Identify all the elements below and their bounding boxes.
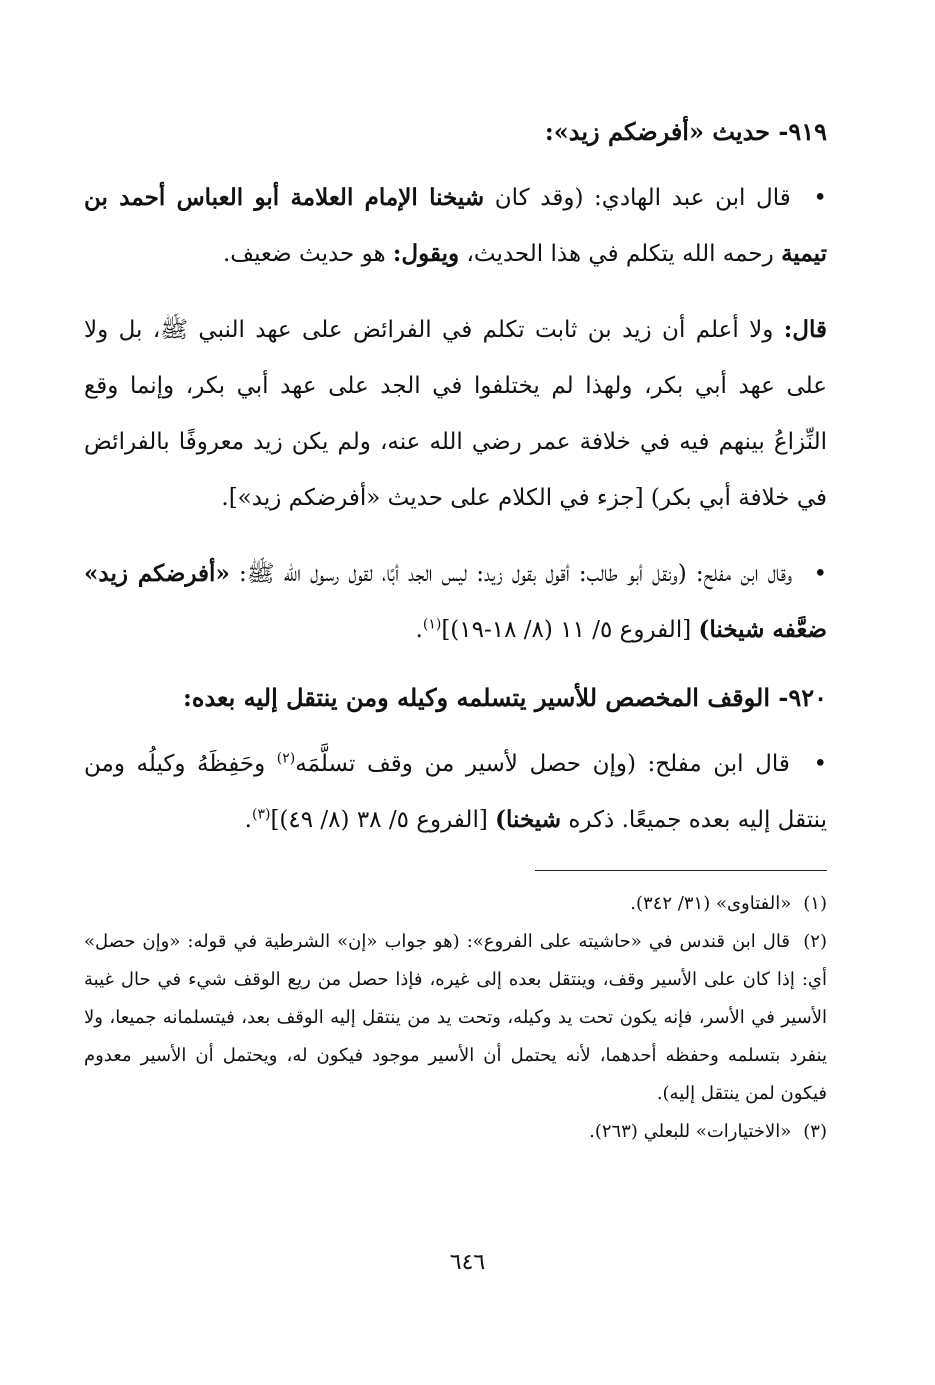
- paragraph-ibn-abd-al-hadi: [84, 170, 827, 282]
- text-run: رحمه الله يتكلم في هذا الحديث،: [466, 241, 774, 267]
- citation: [الفروع ٥/ ١١ (٨/ ١٨-١٩)]: [441, 617, 692, 643]
- text-run: ولا أعلم أن زيد بن ثابت تكلم في الفرائض على عهد النبي ﷺ، بل ولا على عهد أبي بكر، ولهذا لم يختلفوا في الجد على عهد أبي بكر، وإنما وقع النِّزاعُ بينهم فيه في خلافة عمر رضي الله عنه، ولم يكن زيد معروفًا بالفرائض في خلافة أبي بكر) [جزء في الكلام على حديث «أفرضكم زيد»].: [84, 317, 827, 511]
- footnote-text: «الفتاوى» (٣١/ ٣٤٢).: [630, 893, 792, 914]
- bullet-icon: •: [813, 751, 828, 777]
- section-title-920: ٩٢٠- الوقف المخصص للأسير يتسلمه وكيله ومن ينتقل إليه بعده:: [183, 683, 827, 712]
- footnotes: [84, 885, 827, 1151]
- footnote-ref[interactable]: (١): [422, 616, 442, 633]
- footnote-number: (٢): [803, 931, 827, 952]
- footnote-text: قال ابن قندس في «حاشيته على الفروع»: (هو جواب «إن» الشرطية في قوله: «وإن حصل» أي: إذا كان على الأسير وقف، وينتقل بعده إلى غيره، فإذا حصل من ريع الوقف شيء في حال غيبة الأسير في الأسر، فإنه يكون تحت يد وكيله، وتحت يد من ينتقل إليه الوقف بعد، فيتسلمانه جميعا، ولا ينفرد بتسلمه وحفظه أحدهما، لأنه يحتمل أن الأسير موجود فيكون له، ويحتمل أن الأسير معدوم فيكون لمن ينتقل إليه).: [84, 931, 827, 1104]
- citation: [الفروع ٥/ ٣٨ (٨/ ٤٩)]: [270, 807, 488, 833]
- text-run: قال ابن مفلح: (وإن حصل لأسير من وقف تسلَّمَه: [295, 751, 790, 777]
- paragraph-ibn-muflih-1: [84, 546, 827, 658]
- footnote-ref[interactable]: (٢): [276, 750, 296, 767]
- footnote-divider: [535, 870, 827, 871]
- text-run: وقال ابن مفلح: (ونقل أبو طالب: أقول بقول زيد: ليس الجد أبًا، لقول رسول الله ﷺ:: [239, 561, 793, 587]
- bold-text-run: قال:: [783, 316, 827, 343]
- text-run: قال ابن عبد الهادي: (وقد كان: [494, 185, 791, 211]
- section-title-919: ٩١٩- حديث «أفرضكم زيد»:: [544, 117, 827, 146]
- footnote-text: «الاختيارات» للبعلي (٢٦٣).: [589, 1121, 792, 1142]
- footnote-number: (٣): [803, 1121, 827, 1142]
- footnote-2: [84, 923, 827, 1113]
- text-run: .: [244, 807, 252, 833]
- bullet-icon: •: [813, 185, 827, 211]
- bold-text-run: شيخنا الإمام العلامة أبو العباس أحمد بن تيمية: [84, 184, 827, 267]
- bullet-icon: •: [813, 561, 828, 587]
- bold-text-run: ويقول:: [392, 240, 460, 267]
- footnote-3: [84, 1113, 827, 1151]
- bold-text-run: شيخنا): [495, 806, 562, 833]
- bold-text-run: «أفرضكم زيد» ضعَّفه شيخنا): [84, 560, 827, 643]
- footnote-number: (١): [803, 893, 827, 914]
- footnote-1: [84, 885, 827, 923]
- text-run: .: [415, 617, 423, 643]
- paragraph-ibn-muflih-2: [84, 736, 827, 848]
- page-number: ٦٤٦: [449, 1250, 486, 1275]
- footnote-ref[interactable]: (٣): [251, 806, 271, 823]
- paragraph-qala: [84, 302, 827, 526]
- text-run: هو حديث ضعيف.: [222, 241, 386, 267]
- text-run: وحَفِظَهُ وكيلُه ومن ينتقل إليه بعده جميعًا. ذكره: [84, 751, 827, 833]
